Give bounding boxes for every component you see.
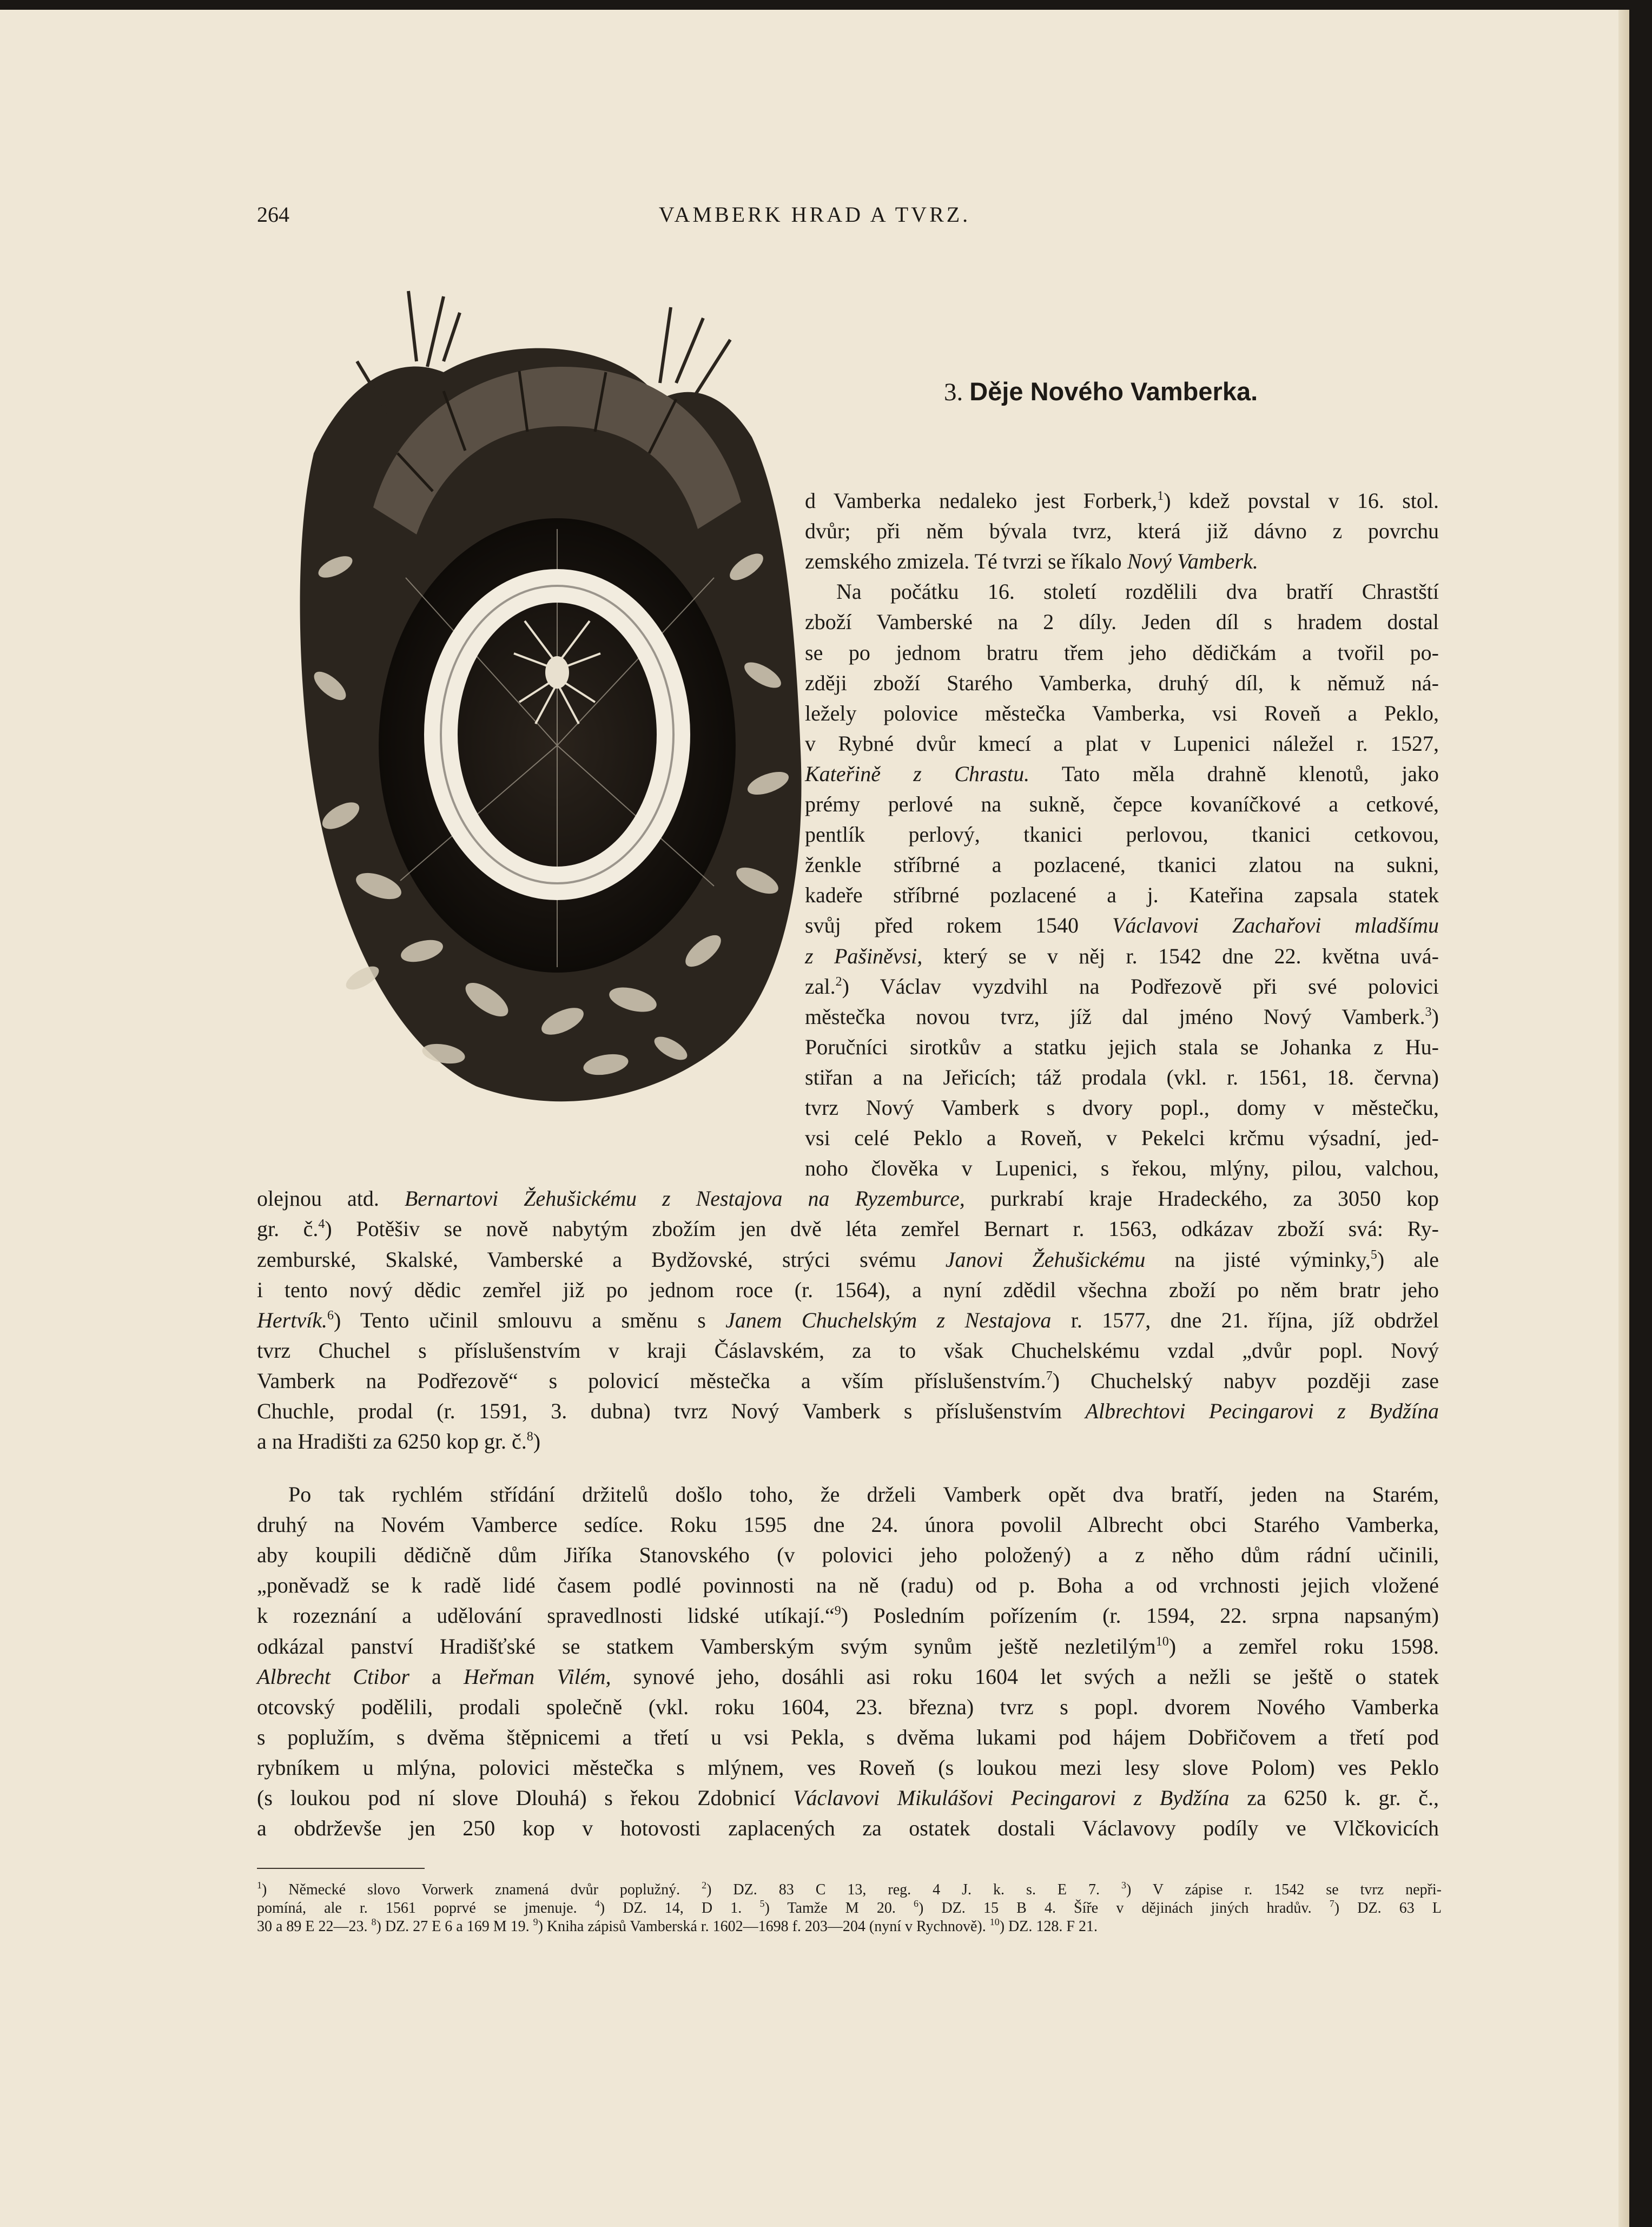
text-line: aby koupili dědičně dům Jiříka Stanovského (v polovici jeho položený) a z něho dům rádní učinili, bbox=[257, 1543, 1439, 1568]
text-line: v Rybné dvůr kmecí a plat v Lupenici náležel r. 1527, bbox=[805, 731, 1439, 756]
text-line: gr. č.$^4$) Potěšiv se nově nabytým zbožím jen dvě léta zemřel Bernart r. 1563, odkázav zboží svá: Ry- bbox=[257, 1217, 1439, 1241]
text-line: zboží Vamberské na 2 díly. Jeden díl s hradem dostal bbox=[805, 610, 1439, 635]
section-number: 3. bbox=[944, 378, 963, 406]
text-line: dvůr; při něm bývala tvrz, která již dávno z povrchu bbox=[805, 519, 1439, 544]
text-line: stiřan a na Jeřicích; táž prodala (vkl. r. 1561, 18. června) bbox=[805, 1065, 1439, 1089]
text-line: ženkle stříbrné a pozlacené, tkanici zlatou na sukni, bbox=[805, 853, 1439, 877]
text-line: druhý na Novém Vamberce sedíce. Roku 1595 dne 24. února povolil Albrecht obci Starého Vamberka, bbox=[257, 1512, 1439, 1537]
text-line: Albrecht Ctibor a Heřman Vilém, synové jeho, dosáhli asi roku 1604 let svých a nežli se ještě o statek bbox=[257, 1664, 1439, 1689]
section-title: Děje Nového Vamberka. bbox=[969, 377, 1258, 406]
footnote-line: $^1$) Německé slovo Vorwerk znamená dvůr poplužný. $^2$) DZ. 83 C 13, reg. 4 J. k. s. E 7. $^3$) V zápise r. 1542 se tvrz nepři- bbox=[257, 1880, 1442, 1898]
text-line: se po jednom bratru třem jeho dědičkám a tvořil po- bbox=[805, 640, 1439, 665]
text-line: otcovský podělili, prodali společně (vkl. roku 1604, 23. března) tvrz s popl. dvorem Nového Vamberka bbox=[257, 1694, 1439, 1719]
text-line: tvrz Nový Vamberk s dvory popl., domy v městečku, bbox=[805, 1095, 1439, 1120]
text-line: a obdrževše jen 250 kop v hotovosti zaplacených za ostatek dostali Václavovy podíly ve Vlčkovicích bbox=[257, 1816, 1439, 1841]
text-line: s poplužím, s dvěma štěpnicemi a třetí u vsi Pekla, s dvěma lukami pod hájem Dobřičovem a třetí pod bbox=[257, 1724, 1439, 1749]
text-line: Vamberk na Podřezově“ s polovicí městečka a vším příslušenstvím.$^7$) Chuchelský nabyv později zase bbox=[257, 1368, 1439, 1393]
text-line: Na počátku 16. století rozdělili dva bratří Chrastští bbox=[836, 579, 1439, 604]
text-line: zal.$^2$) Václav vyzdvihl na Podřezově při své polovici bbox=[805, 974, 1439, 999]
text-line: z Pašiněvsi, který se v něj r. 1542 dne 22. května uvá- bbox=[805, 943, 1439, 968]
text-line: „poněvadž se k radě lidé časem podlé povinnosti na ně (radu) od p. Boha a od vrchnosti jejich vložené bbox=[257, 1573, 1439, 1598]
text-line: ležely polovice městečka Vamberka, vsi Roveň a Peklo, bbox=[805, 701, 1439, 725]
text-line: kadeře stříbrné pozlacené a j. Kateřina zapsala statek bbox=[805, 883, 1439, 908]
text-line: Poručníci sirotkův a statku jejich stala se Johanka z Hu- bbox=[805, 1034, 1439, 1059]
text-line: olejnou atd. Bernartovi Žehušickému z Nestajova na Ryzemburce, purkrabí kraje Hradeckého, za 3050 kop bbox=[257, 1186, 1439, 1211]
text-line: svůj před rokem 1540 Václavovi Zachařovi mladšímu bbox=[805, 913, 1439, 938]
decorated-initial-O-icon bbox=[281, 275, 817, 1129]
text-line: a na Hradišti za 6250 kop gr. č.$^8$) bbox=[257, 1429, 541, 1454]
running-head bbox=[0, 202, 1629, 234]
text-line: (s loukou pod ní slove Dlouhá) s řekou Zdobnicí Václavovi Mikulášovi Pecingarovi z Bydžína za 6250 k. gr. č., bbox=[257, 1786, 1439, 1810]
text-line: pentlík perlový, tkanici perlovou, tkanici cetkovou, bbox=[805, 822, 1439, 847]
text-line: vsi celé Peklo a Roveň, v Pekelci krčmu výsadní, jed- bbox=[805, 1126, 1439, 1151]
text-line: Kateřině z Chrastu. Tato měla drahně klenotů, jako bbox=[805, 761, 1439, 786]
text-line: Hertvík.$^6$) Tento učinil smlouvu a směnu s Janem Chuchelským z Nestajova r. 1577, dne 21. října, jíž obdržel bbox=[257, 1307, 1439, 1332]
page-number: 264 bbox=[257, 202, 289, 227]
book-page bbox=[0, 10, 1629, 2227]
text-line: d Vamberka nedaleko jest Forberk,$^1$) kdež povstal v 16. stol. bbox=[805, 488, 1439, 513]
running-title: VAMBERK HRAD A TVRZ. bbox=[658, 202, 971, 227]
text-line: Po tak rychlém střídání držitelů došlo toho, že drželi Vamberk opět dva bratří, jeden na Starém, bbox=[288, 1482, 1439, 1506]
text-line: i tento nový dědic zemřel již po jednom roce (r. 1564), a nyní zdědil všechna zboží po něm bratr jeho bbox=[257, 1277, 1439, 1302]
text-line: noho člověka v Lupenici, s řekou, mlýny, pilou, valchou, bbox=[805, 1156, 1439, 1181]
text-line: zemburské, Skalské, Vamberské a Bydžovské, strýci svému Janovi Žehušickému na jisté výminky,$^5$) ale bbox=[257, 1247, 1439, 1272]
section-heading bbox=[944, 376, 1258, 407]
text-line: tvrz Chuchel s příslušenstvím v kraji Čáslavském, za to však Chuchelskému vzdal „dvůr popl. Nový bbox=[257, 1338, 1439, 1363]
text-line: městečka novou tvrz, jíž dal jméno Nový Vamberk.$^3$) bbox=[805, 1004, 1439, 1029]
page-edge-right bbox=[1618, 10, 1629, 2227]
text-line: k rozeznání a udělování spravedlnosti lidské utíkají.“$^9$) Posledním pořízením (r. 1594, 22. srpna napsaným) bbox=[257, 1603, 1439, 1628]
text-line: zemského zmizela. Té tvrzi se říkalo Nový Vamberk. bbox=[805, 549, 1258, 574]
footnote-line: pomíná, ale r. 1561 poprvé se jmenuje. $^4$) DZ. 14, D 1. $^5$) Tamže M 20. $^6$) DZ. 15 B 4. Šíře v dějinách jiných hradův. $^7$) DZ. 63 L bbox=[257, 1898, 1442, 1917]
text-line: rybníkem u mlýna, polovici městečka s mlýnem, ves Roveň (s loukou mezi lesy slove Polom) ves Peklo bbox=[257, 1755, 1439, 1780]
text-line: prémy perlové na sukně, čepce kovaníčkové a cetkové, bbox=[805, 792, 1439, 816]
text-line: Chuchle, prodal (r. 1591, 3. dubna) tvrz Nový Vamberk s příslušenstvím Albrechtovi Pecingarovi z Bydžína bbox=[257, 1399, 1439, 1423]
footnote-rule bbox=[257, 1868, 425, 1869]
text-line: zději zboží Starého Vamberka, druhý díl, k němuž ná- bbox=[805, 670, 1439, 695]
footnote-line: 30 a 89 E 22—23. $^8$) DZ. 27 E 6 a 169 M 19. $^9$) Kniha zápisů Vamberská r. 1602—1698 f. 203—204 (nyní v Rychnově). $^{10}$) DZ. 128. F 21. bbox=[257, 1917, 1098, 1935]
text-line: odkázal panství Hradišťské se statkem Vamberským svým synům ještě nezletilým$^{10}$) a zemřel roku 1598. bbox=[257, 1634, 1439, 1658]
